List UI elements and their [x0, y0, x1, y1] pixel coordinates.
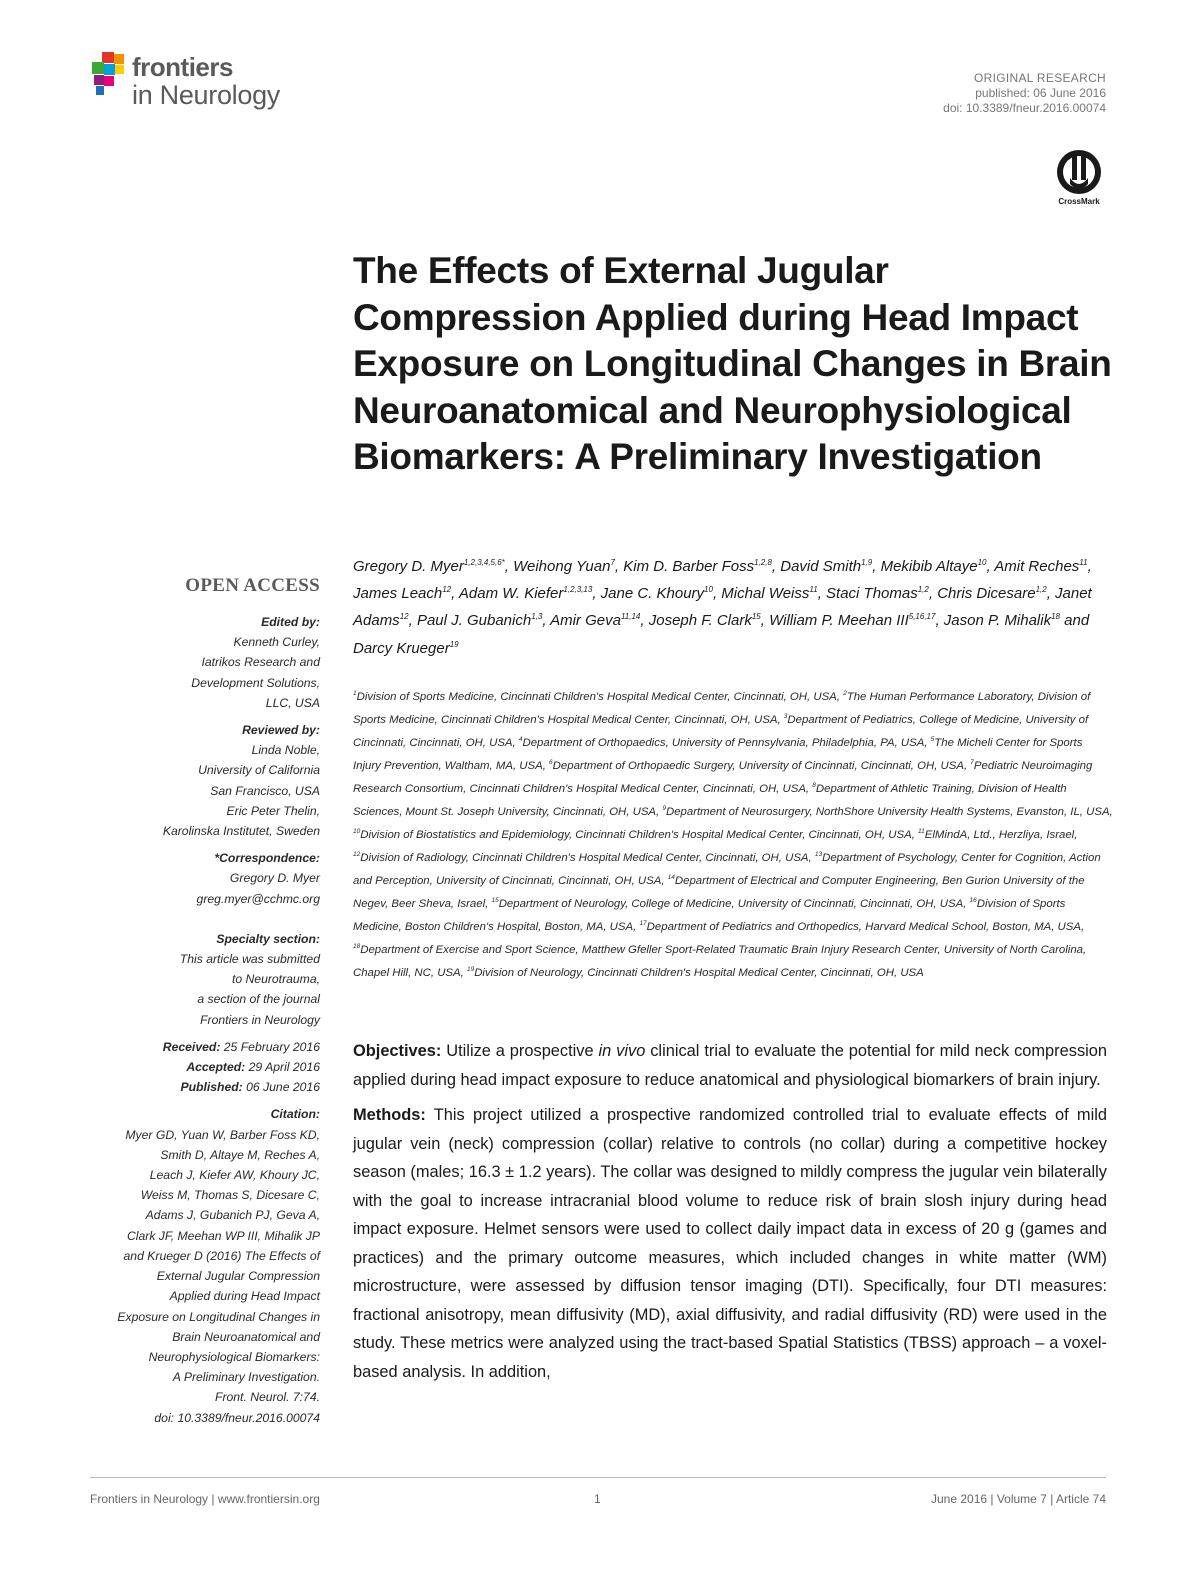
specialty-line: a section of the journal — [197, 992, 320, 1007]
received-label: Received: — [162, 1039, 221, 1054]
affiliation-text: Department of Pediatrics, College of Medicine, University of Cincinnati, Cincinnati, OH, USA, — [353, 713, 1089, 749]
citation-line: Brain Neuroanatomical and — [172, 1329, 320, 1344]
author-name: Weihong Yuan — [513, 558, 611, 575]
author-name: Darcy Krueger — [353, 639, 450, 657]
author-separator: , — [592, 585, 601, 603]
objectives-label: Objectives: — [353, 1042, 442, 1060]
received-value: 25 February 2016 — [220, 1039, 320, 1054]
author-affiliation-marker: 1,2,3,13 — [563, 585, 593, 595]
author-separator: , — [760, 612, 770, 630]
citation-line: and Krueger D (2016) The Effects of — [123, 1248, 320, 1263]
abstract-methods — [353, 1101, 1107, 1386]
author-separator: , — [986, 558, 995, 575]
reviewed-by-line: University of California — [198, 763, 320, 778]
author-affiliation-marker: 10 — [977, 558, 987, 567]
objectives-text-post: clinical trial to evaluate the potential for mild neck compression applied during head impact exposure to reduce anatomical and physiological biomarkers of brain injury. — [353, 1042, 1108, 1089]
citation-line: A Preliminary Investigation. — [172, 1370, 320, 1385]
author-name: Staci Thomas — [826, 585, 918, 603]
author-affiliation-marker: 12 — [399, 612, 409, 622]
published-value: 06 June 2016 — [242, 1080, 320, 1095]
affiliation-text: Department of Psychology, Center for Cognition, Action and Perception, University of Cincinnati, Cincinnati, OH, USA, — [353, 851, 1101, 887]
edited-by-block — [80, 612, 320, 713]
author-name: Jane C. Khoury — [600, 585, 705, 603]
journal-logo — [88, 50, 308, 122]
specialty-block — [80, 929, 320, 1030]
citation-line: Adams J, Gubanich PJ, Geva A, — [145, 1208, 320, 1223]
journal-name-line2: in Neurology — [132, 80, 280, 110]
affiliation-number: 9 — [662, 805, 666, 812]
author-affiliation-marker: 1,9 — [861, 558, 873, 567]
accepted-value: 29 April 2016 — [245, 1060, 320, 1075]
affiliation-number: 5 — [930, 736, 935, 743]
author-affiliation-marker: 15 — [751, 612, 761, 622]
author-name: Michal Weiss — [721, 585, 810, 603]
objectives-text-italic: in vivo — [598, 1042, 646, 1060]
affiliation-number: 18 — [353, 943, 361, 950]
received-date — [80, 1037, 320, 1057]
affiliation-number: 4 — [518, 736, 523, 743]
reviewed-by-block — [80, 720, 320, 841]
affiliation-number: 15 — [491, 897, 499, 904]
affiliation-text: Department of Exercise and Sport Science, Matthew Gfeller Sport-Related Traumatic Brain Injury Research Center, University of North Carolina, Chapel Hill, NC, USA, — [353, 943, 1087, 979]
author-separator: , — [504, 558, 514, 575]
affiliation-list — [353, 684, 1113, 983]
author-separator: and — [1059, 612, 1090, 630]
published-date-side — [80, 1077, 320, 1097]
affiliation-number: 17 — [639, 920, 647, 927]
edited-by-line: LLC, USA — [265, 695, 320, 710]
affiliation-number: 11 — [918, 828, 925, 835]
citation-line: Clark JF, Meehan WP III, Mihalik JP — [126, 1228, 320, 1243]
correspondence-block — [80, 848, 320, 909]
author-name: Mekibib Altaye — [880, 558, 978, 575]
specialty-line: Frontiers in Neurology — [200, 1012, 320, 1027]
edited-by-line: Kenneth Curley, — [233, 635, 320, 650]
correspondence-label: *Correspondence: — [214, 851, 320, 866]
affiliation-number: 13 — [814, 851, 823, 858]
author-separator: , — [872, 558, 881, 575]
author-name: Paul J. Gubanich — [416, 612, 532, 630]
accepted-label: Accepted: — [186, 1060, 246, 1075]
affiliation-text: ElMindA, Ltd., Herzliya, Israel, — [924, 828, 1078, 841]
citation-line: Exposure on Longitudinal Changes in — [117, 1309, 320, 1324]
affiliation-number: 12 — [353, 851, 361, 858]
reviewed-by-line: Linda Noble, — [251, 743, 320, 758]
dates-block — [80, 1037, 320, 1098]
author-separator: , — [712, 585, 722, 603]
author-separator: , — [1087, 558, 1092, 575]
footer-journal-link[interactable]: Frontiers in Neurology | www.frontiersin.org — [90, 1492, 320, 1506]
affiliation-text: Department of Neurosurgery, NorthShore University Health Systems, Evanston, IL, USA, — [665, 805, 1113, 818]
author-name: David Smith — [780, 558, 862, 575]
author-separator: , — [771, 558, 781, 575]
author-name: Kim D. Barber Foss — [623, 558, 755, 575]
author-affiliation-marker: 1,2 — [917, 585, 929, 595]
article-title: The Effects of External Jugular Compression Applied during Head Impact Exposure on Longitudinal Changes in Brain Neuroanatomical and Neurophysiological Biomarkers: A Preliminary Investigation — [353, 250, 1112, 477]
citation-line: doi: 10.3389/fneur.2016.00074 — [154, 1410, 320, 1425]
author-affiliation-marker: 10 — [704, 585, 713, 595]
author-name: William P. Meehan III — [769, 612, 909, 630]
author-separator: , — [408, 612, 417, 630]
author-affiliation-marker: 5,16,17 — [908, 612, 936, 622]
author-separator: , — [640, 612, 649, 630]
crossmark-label: CrossMark — [1058, 197, 1100, 206]
author-separator: , — [1046, 585, 1056, 603]
affiliation-number: 1 — [353, 690, 357, 697]
author-affiliation-marker: 11 — [1079, 558, 1088, 567]
edited-by-label: Edited by: — [261, 615, 320, 629]
citation-line: Front. Neurol. 7:74. — [215, 1390, 320, 1405]
author-affiliation-marker: 1,2 — [1035, 585, 1047, 595]
author-name: Amit Reches — [994, 558, 1080, 575]
affiliation-text: The Human Performance Laboratory, Division of Sports Medicine, Cincinnati Children's Hospital Medical Center, Cincinnati, OH, USA, — [353, 690, 1091, 726]
citation-line: Neurophysiological Biomarkers: — [148, 1349, 320, 1364]
frontiers-logo-icon — [88, 50, 130, 100]
affiliation-number: 16 — [969, 897, 977, 904]
footer-issue-info: June 2016 | Volume 7 | Article 74 — [930, 1492, 1106, 1506]
affiliation-text: Department of Neurology, College of Medicine, University of Cincinnati, Cincinnati, OH, USA, — [498, 897, 970, 910]
author-separator: , — [542, 612, 551, 630]
reviewed-by-line: Karolinska Institutet, Sweden — [162, 824, 320, 839]
author-separator: , — [928, 585, 938, 603]
author-affiliation-marker: 1,2,3,4,5,6* — [463, 558, 505, 567]
affiliation-text: The Micheli Center for Sports Injury Prevention, Waltham, MA, USA, — [353, 736, 1083, 772]
article-type: ORIGINAL RESEARCH — [973, 71, 1106, 85]
reviewed-by-line: Eric Peter Thelin, — [226, 803, 320, 818]
page-number: 1 — [594, 1492, 601, 1506]
reviewed-by-label: Reviewed by: — [242, 723, 320, 738]
objectives-text-pre: Utilize a prospective — [441, 1042, 599, 1060]
abstract — [353, 1037, 1107, 1393]
affiliation-text: Division of Sports Medicine, Boston Children's Hospital, Boston, MA, USA, — [353, 897, 1066, 933]
author-separator: , — [935, 612, 944, 630]
author-affiliation-marker: 11 — [809, 585, 818, 595]
correspondence-name: Gregory D. Myer — [229, 871, 320, 886]
author-affiliation-marker: 1,3 — [531, 612, 543, 622]
affiliation-text: Division of Radiology, Cincinnati Children's Hospital Medical Center, Cincinnati, OH, USA, — [360, 851, 815, 864]
article-sidebar — [80, 574, 320, 1435]
edited-by-line: Iatrikos Research and — [201, 655, 320, 670]
affiliation-number: 10 — [353, 828, 361, 835]
article-doi[interactable]: doi: 10.3389/fneur.2016.00074 — [943, 101, 1106, 115]
affiliation-text: Division of Biostatistics and Epidemiology, Cincinnati Children's Hospital Medical Center, Cincinnati, OH, USA, — [360, 828, 919, 841]
author-name: Gregory D. Myer — [353, 558, 464, 575]
author-name: Janet Adams — [353, 585, 1092, 630]
author-affiliation-marker: 7 — [610, 558, 615, 567]
citation-block — [80, 1104, 320, 1427]
author-name: Chris Dicesare — [937, 585, 1036, 603]
specialty-label: Specialty section: — [216, 931, 320, 946]
published-date: published: 06 June 2016 — [975, 86, 1106, 100]
methods-text: This project utilized a prospective randomized controlled trial to evaluate effects of mild jugular vein (neck) compression (collar) relative to controls (no collar) during a competitive hockey season (males; 16.3 ± 1.2 years). The collar was designed to mildly compress the jugular vein bilaterally with the goal to increase intracranial blood volume to reduce risk of brain slosh injury during head impact exposure. Helmet sensors were used to collect daily impact data in excess of 20 g (games and practices) and the primary outcome measures, which included changes in white matter (WM) microstructure, were assessed by diffusion tensor imaging (DTI). Specifically, four DTI measures: fractional anisotropy, mean diffusivity (MD), axial diffusivity, and radial diffusivity (RD) were used in the study. These metrics were analyzed using the tract-based Spatial Statistics (TBSS) approach – a voxel-based analysis. In addition, — [353, 1106, 1107, 1381]
author-affiliation-marker: 11,14 — [620, 612, 641, 622]
author-name: James Leach — [353, 585, 443, 603]
author-separator: , — [614, 558, 624, 575]
author-affiliation-marker: 1,2,8 — [754, 558, 772, 567]
affiliation-number: 6 — [549, 759, 553, 766]
citation-line: Weiss M, Thomas S, Dicesare C, — [140, 1188, 320, 1203]
affiliation-text: Division of Sports Medicine, Cincinnati Children's Hospital Medical Center, Cincinnati, OH, USA, — [356, 690, 844, 703]
methods-label: Methods: — [353, 1106, 426, 1124]
citation-line: Applied during Head Impact — [169, 1289, 320, 1304]
author-affiliation-marker: 19 — [449, 639, 459, 649]
author-list — [353, 551, 1113, 660]
citation-label: Citation: — [270, 1107, 320, 1122]
affiliation-text: Department of Orthopaedics, University of Pennsylvania, Philadelphia, PA, USA, — [522, 736, 931, 749]
affiliation-number: 2 — [843, 690, 847, 697]
affiliation-number: 19 — [466, 966, 475, 973]
published-label: Published: — [180, 1080, 243, 1095]
citation-line: Myer GD, Yuan W, Barber Foss KD, — [125, 1127, 320, 1142]
abstract-objectives — [353, 1037, 1107, 1094]
specialty-line: This article was submitted — [179, 952, 320, 967]
reviewed-by-line: San Francisco, USA — [210, 783, 320, 798]
edited-by-line: Development Solutions, — [191, 675, 320, 690]
article-header — [943, 71, 1106, 116]
accepted-date — [80, 1057, 320, 1077]
crossmark-icon[interactable] — [1052, 148, 1106, 206]
affiliation-text: Department of Athletic Training, Division of Health Sciences, Mount St. Joseph University, Cincinnati, OH, USA, — [353, 782, 1067, 818]
specialty-line: to Neurotrauma, — [231, 972, 320, 987]
affiliation-text: Division of Neurology, Cincinnati Children's Hospital Medical Center, Cincinnati, OH, USA — [474, 966, 924, 979]
author-affiliation-marker: 18 — [1051, 612, 1060, 622]
author-affiliation-marker: 12 — [442, 585, 452, 595]
affiliation-text: Department of Electrical and Computer Engineering, Ben Gurion University of the Negev, Beer Sheva, Israel, — [353, 874, 1085, 910]
author-name: Adam W. Kiefer — [458, 585, 564, 603]
affiliation-number: 8 — [812, 782, 816, 789]
author-name: Joseph F. Clark — [648, 612, 752, 630]
affiliation-text: Department of Pediatrics and Orthopedics, Harvard Medical School, Boston, MA, USA, — [646, 920, 1085, 933]
page-footer — [90, 1477, 1106, 1506]
citation-line: Leach J, Kiefer AW, Khoury JC, — [149, 1168, 320, 1183]
affiliation-text: Pediatric Neuroimaging Research Consortium, Cincinnati Children's Hospital Medical Center, Cincinnati, OH, USA, — [353, 759, 1093, 795]
affiliation-number: 7 — [970, 759, 974, 766]
affiliation-text: Department of Orthopaedic Surgery, University of Cincinnati, Cincinnati, OH, USA, — [552, 759, 971, 772]
affiliation-number: 14 — [667, 874, 675, 881]
citation-line: Smith D, Altaye M, Reches A, — [160, 1147, 320, 1162]
open-access-label: OPEN ACCESS — [185, 575, 320, 596]
author-name: Amir Geva — [550, 612, 621, 630]
author-separator: , — [451, 585, 459, 603]
author-separator: , — [817, 585, 827, 603]
correspondence-email[interactable]: greg.myer@cchmc.org — [196, 891, 320, 906]
citation-line: External Jugular Compression — [156, 1269, 320, 1284]
affiliation-number: 3 — [783, 713, 788, 720]
author-name: Jason P. Mihalik — [943, 612, 1052, 630]
journal-name-line1: frontiers — [132, 52, 233, 82]
